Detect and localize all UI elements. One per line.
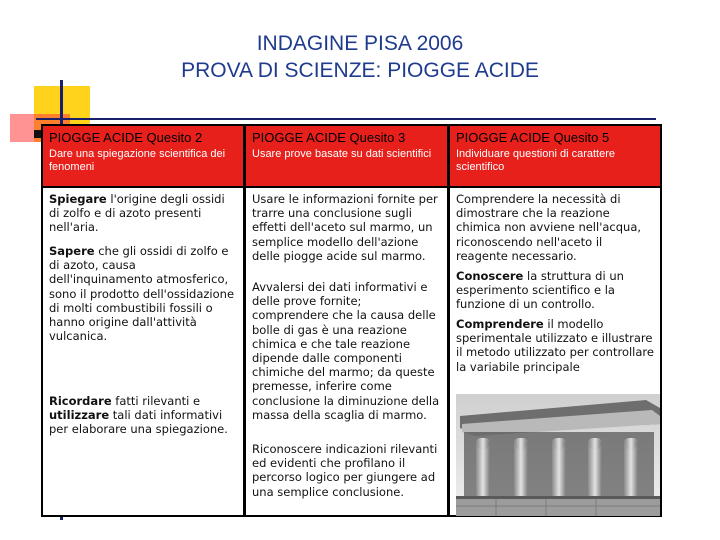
lead-utilizzare: utilizzare [49, 408, 110, 423]
paragraph-usare: Usare le informazioni fornite per trarre una conclusione sugli effetti dell'aceto sul marmo, un semplice modello dell'azione delle piogge acide sul marmo. [252, 192, 438, 263]
subtitle-quesito-2: Dare una spiegazione scientifica dei fenomeni [49, 148, 226, 173]
paragraph-riconoscere: Riconoscere indicazioni rilevanti ed evidenti che profilano il percorso logico per giungere ad una semplice conclusione. [252, 442, 438, 499]
header-quesito-3: PIOGGE ACIDE Quesito 3 [252, 130, 406, 145]
subtitle-quesito-5: Individuare questioni di carattere scientifico [456, 148, 615, 173]
header-cell-quesito-5 [450, 126, 660, 186]
title-line-2: PROVA DI SCIENZE: PIOGGE ACIDE [181, 59, 539, 82]
text-ricordare: tali dati informativi per elaborare una spiegazione. [49, 408, 228, 437]
caryatids-photo [456, 394, 660, 516]
lead-conoscere: Conoscere [456, 269, 524, 283]
paragraph-comprendere-modello [450, 317, 660, 374]
page-title [0, 30, 720, 84]
text-conoscere: la struttura di un esperimento scientifico e la funzione di un controllo. [456, 269, 624, 312]
text-comprendere: il modello sperimentale utilizzato e illustrare il metodo utilizzato per controllare la variabile principale [456, 317, 654, 374]
body-cell-quesito-3 [246, 188, 447, 515]
header-cell-quesito-2 [43, 126, 243, 186]
subtitle-quesito-3: Usare prove basate su dati scientifici [252, 148, 432, 160]
title-line-1: INDAGINE PISA 2006 [256, 32, 464, 55]
caryatids-illustration [456, 394, 660, 516]
lead-spiegare: Spiegare [49, 192, 107, 206]
body-cell-quesito-2 [43, 188, 243, 515]
paragraph-ricordare [43, 394, 243, 437]
paragraph-conoscere [450, 269, 660, 312]
lead-ricordare: Ricordare [49, 394, 112, 408]
lead-sapere: Sapere [49, 244, 95, 258]
horizontal-line-decoration [36, 118, 656, 120]
header-quesito-5: PIOGGE ACIDE Quesito 5 [456, 130, 610, 145]
text-spiegare: l'origine degli ossidi di zolfo e di azoto presenti nell'aria. [49, 192, 225, 235]
paragraph-sapere [43, 244, 243, 343]
paragraph-comprendere-necessita: Comprendere la necessità di dimostrare che la reazione chimica non avviene nell'acqua, riconoscendo nell'aceto il reagente necessario. [456, 192, 642, 263]
lead-comprendere: Comprendere [456, 317, 544, 331]
header-cell-quesito-3 [246, 126, 447, 186]
paragraph-avvalersi: Avvalersi dei dati informativi e delle prove fornite; comprendere che la causa delle bolle di gas è una reazione chimica e che tale reazione dipende dalle componenti chimiche del marmo; da queste premesse, inferire come conclusione la diminuzione della massa della scaglia di marmo. [252, 280, 440, 422]
text-sapere: che gli ossidi di zolfo e di azoto, causa dell'inquinamento atmosferico, sono il prodotto dell'ossidazione di molti combustibili fossili o hanno origine dall'attività vulcanica. [49, 244, 235, 344]
paragraph-spiegare [43, 192, 243, 235]
text-ricordare-mid: fatti rilevanti e [111, 394, 201, 408]
header-quesito-2: PIOGGE ACIDE Quesito 2 [49, 130, 203, 145]
